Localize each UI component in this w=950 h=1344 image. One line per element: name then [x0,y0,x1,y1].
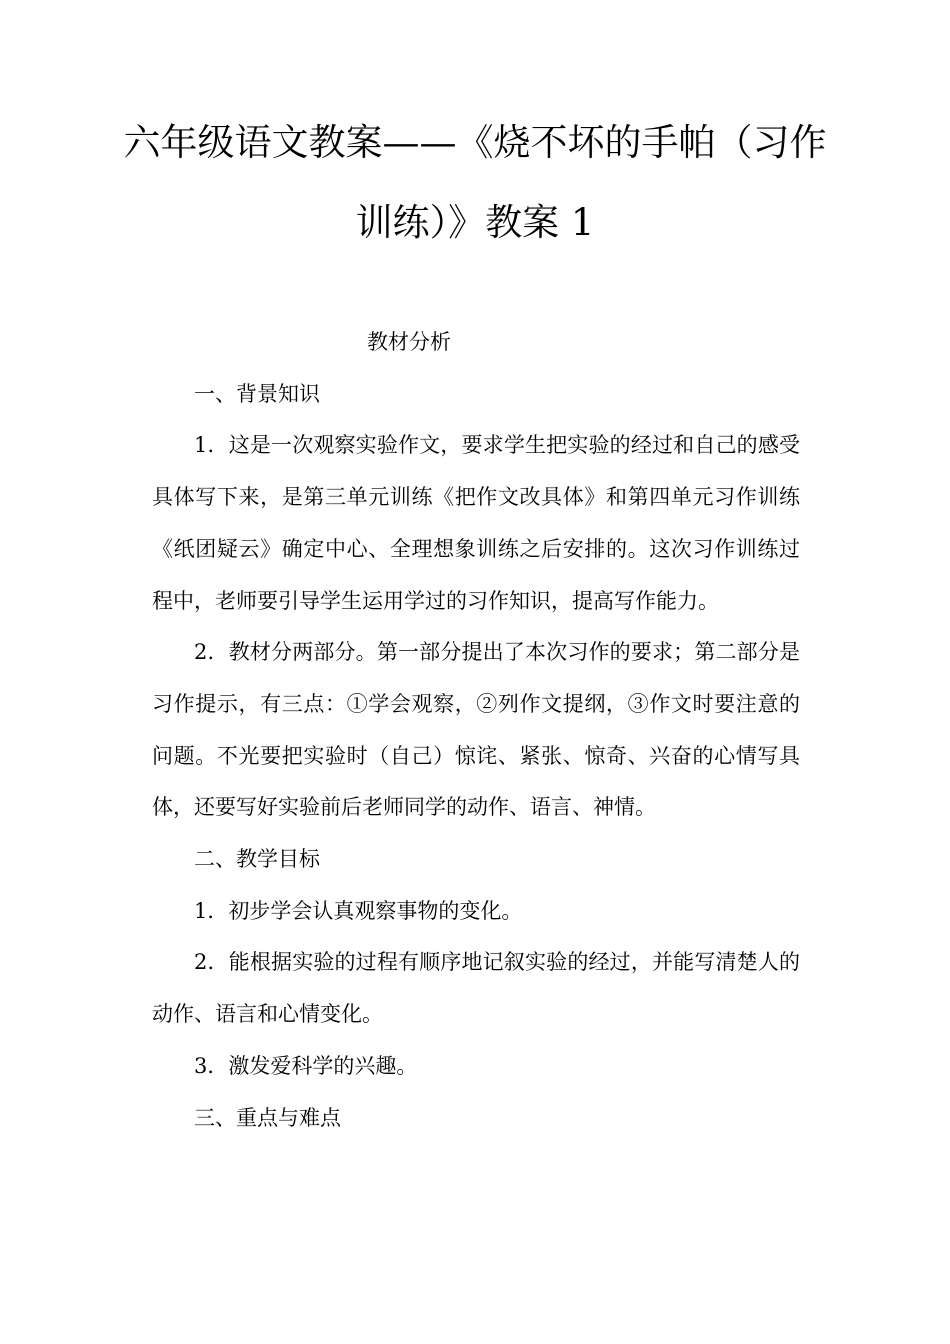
paragraph-background-1: 1．这是一次观察实验作文，要求学生把实验的经过和自己的感受具体写下来，是第三单元训练《把作文改具体》和第四单元习作训练《纸团疑云》确定中心、全理想象训练之后安排的。这次习作训练过程中，老师要引导学生运用学过的习作知识，提高写作能力。 [152,433,800,613]
heading-background: 一、背景知识 [194,381,320,406]
title-line-1: 六年级语文教案——《烧不坏的手帕（习作 [123,121,827,164]
goal-item-3: 3．激发爱科学的兴趣。 [194,1053,418,1078]
title-line-2: 训练）》教案 1 [355,201,595,244]
goal-item-2: 2．能根据实验的过程有顺序地记叙实验的经过，并能写清楚人的动作、语言和心情变化。 [152,950,800,1027]
heading-goals: 二、教学目标 [194,847,320,872]
document-title [120,103,830,263]
heading-key-points: 三、重点与难点 [194,1105,341,1130]
document-body [152,317,800,1144]
goal-item-1: 1．初步学会认真观察事物的变化。 [194,898,523,923]
paragraph-background-2: 2．教材分两部分。第一部分提出了本次习作的要求；第二部分是习作提示，有三点：①学会观察，②列作文提纲，③作文时要注意的问题。不光要把实验时（自己）惊诧、紧张、惊奇、兴奋的心情写具体，还要写好实验前后老师同学的动作、语言、神情。 [152,640,800,820]
section-title: 教材分析 [367,330,451,354]
